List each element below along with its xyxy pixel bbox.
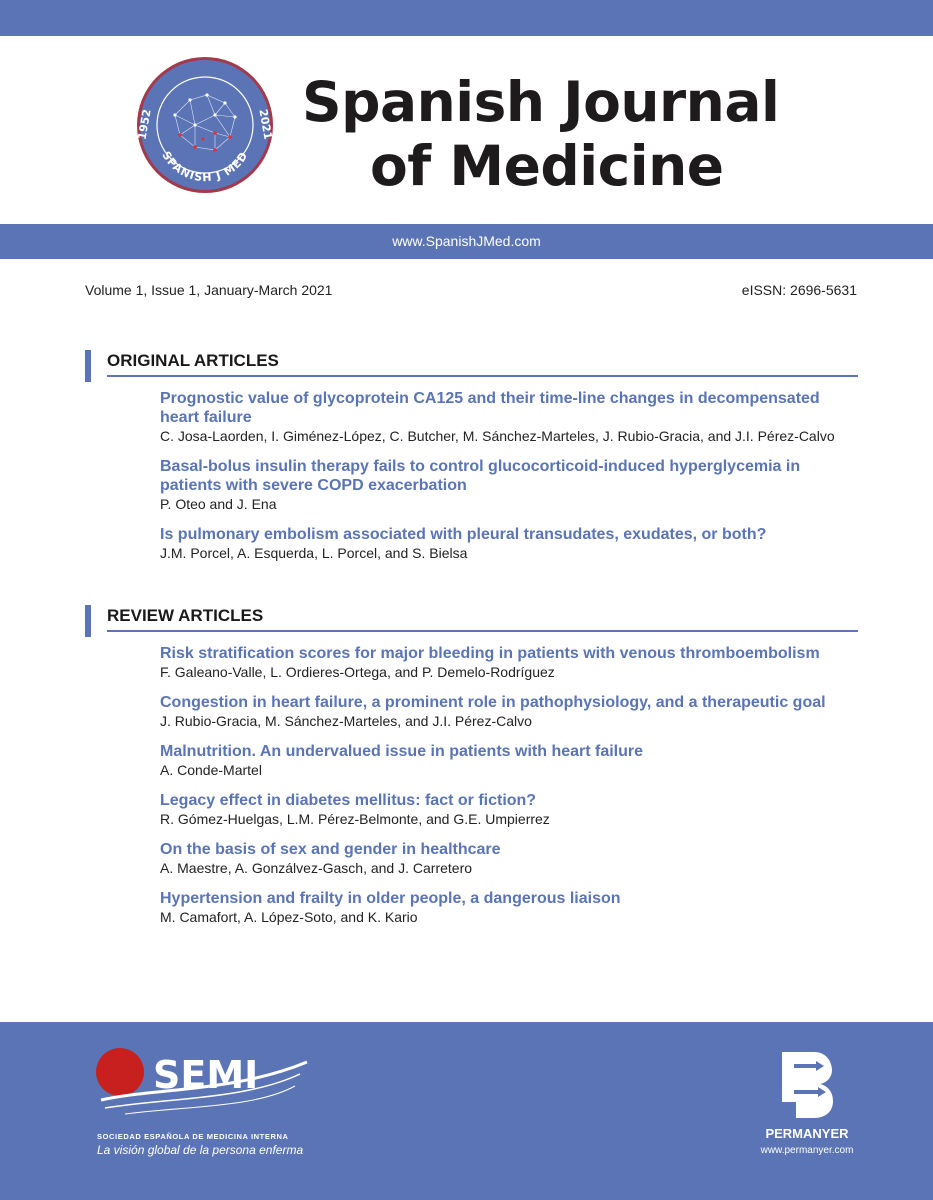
- section-divider: [107, 630, 858, 632]
- article-item[interactable]: [160, 644, 860, 682]
- article-authors: R. Gómez-Huelgas, L.M. Pérez-Belmonte, and G.E. Umpierrez: [160, 811, 550, 827]
- article-authors: J. Rubio-Gracia, M. Sánchez-Marteles, and J.I. Pérez-Calvo: [160, 713, 532, 729]
- article-authors: A. Conde-Martel: [160, 762, 262, 778]
- article-item[interactable]: [160, 389, 860, 446]
- article-item[interactable]: [160, 693, 860, 731]
- journal-url-link[interactable]: www.SpanishJMed.com: [392, 233, 541, 249]
- article-authors: M. Camafort, A. López-Soto, and K. Kario: [160, 909, 418, 925]
- article-title[interactable]: Legacy effect in diabetes mellitus: fact or fiction?: [160, 792, 537, 809]
- publisher-url[interactable]: www.permanyer.com: [760, 1145, 854, 1156]
- article-authors: P. Oteo and J. Ena: [160, 496, 277, 512]
- issue-eissn: eISSN: 2696-5631: [741, 282, 857, 298]
- article-item[interactable]: [160, 889, 860, 927]
- section-heading: ORIGINAL ARTICLES: [107, 351, 279, 370]
- article-item[interactable]: [160, 840, 860, 878]
- semi-logo-text: SEMI: [153, 1053, 259, 1097]
- section-header-review: [85, 605, 858, 637]
- journal-title-line1: Spanish Journal: [302, 70, 780, 134]
- original-articles-list: [160, 389, 860, 574]
- journal-url-banner: [0, 224, 933, 259]
- article-title[interactable]: Is pulmonary embolism associated with pleural transudates, exudates, or both?: [160, 526, 767, 543]
- article-item[interactable]: [160, 525, 860, 563]
- semi-logo: [95, 1048, 315, 1118]
- article-title[interactable]: Hypertension and frailty in older people, a dangerous liaison: [160, 890, 621, 907]
- section-header-original: [85, 350, 858, 382]
- section-accent-bar: [85, 350, 91, 382]
- seal-text-journal: SPANISH J MED: [159, 149, 251, 185]
- semi-subtitle: La visión global de la persona enferma: [97, 1143, 304, 1157]
- semi-tagline: SOCIEDAD ESPAÑOLA DE MEDICINA INTERNA: [97, 1132, 289, 1141]
- article-authors: C. Josa-Laorden, I. Giménez-López, C. Butcher, M. Sánchez-Marteles, J. Rubio-Gracia, and J.I. Pérez-Calvo: [160, 428, 835, 444]
- article-item[interactable]: [160, 791, 860, 829]
- journal-title-line2: of Medicine: [370, 134, 724, 198]
- article-title[interactable]: Prognostic value of glycoprotein CA125 and their time-line changes in decompensated heart failure: [160, 390, 820, 426]
- top-color-band: [0, 0, 933, 36]
- issue-volume: Volume 1, Issue 1, January-March 2021: [85, 282, 333, 298]
- article-item[interactable]: [160, 457, 860, 514]
- permanyer-logo-icon: [780, 1050, 835, 1120]
- review-articles-list: [160, 644, 860, 938]
- section-heading: REVIEW ARTICLES: [107, 606, 264, 625]
- section-accent-bar: [85, 605, 91, 637]
- section-divider: [107, 375, 858, 377]
- article-authors: A. Maestre, A. Gonzálvez-Gasch, and J. Carretero: [160, 860, 473, 876]
- journal-seal-logo: [135, 55, 275, 195]
- article-authors: J.M. Porcel, A. Esquerda, L. Porcel, and S. Bielsa: [160, 545, 468, 561]
- article-item[interactable]: [160, 742, 860, 780]
- article-title[interactable]: Risk stratification scores for major bleeding in patients with venous thromboembolism: [160, 645, 820, 662]
- journal-title: [302, 70, 862, 198]
- publisher-name: PERMANYER: [765, 1126, 849, 1141]
- seal-text-year-founded: 1952: [135, 108, 154, 141]
- article-title[interactable]: On the basis of sex and gender in healthcare: [160, 841, 501, 858]
- article-title[interactable]: Malnutrition. An undervalued issue in patients with heart failure: [160, 743, 644, 760]
- seal-text-year-current: 2021: [256, 108, 275, 141]
- article-title[interactable]: Basal-bolus insulin therapy fails to control glucocorticoid-induced hyperglycemia in patients with severe COPD exacerbation: [160, 458, 801, 494]
- article-authors: F. Galeano-Valle, L. Ordieres-Ortega, and P. Demelo-Rodríguez: [160, 664, 555, 680]
- article-title[interactable]: Congestion in heart failure, a prominent role in pathophysiology, and a therapeutic goal: [160, 694, 826, 711]
